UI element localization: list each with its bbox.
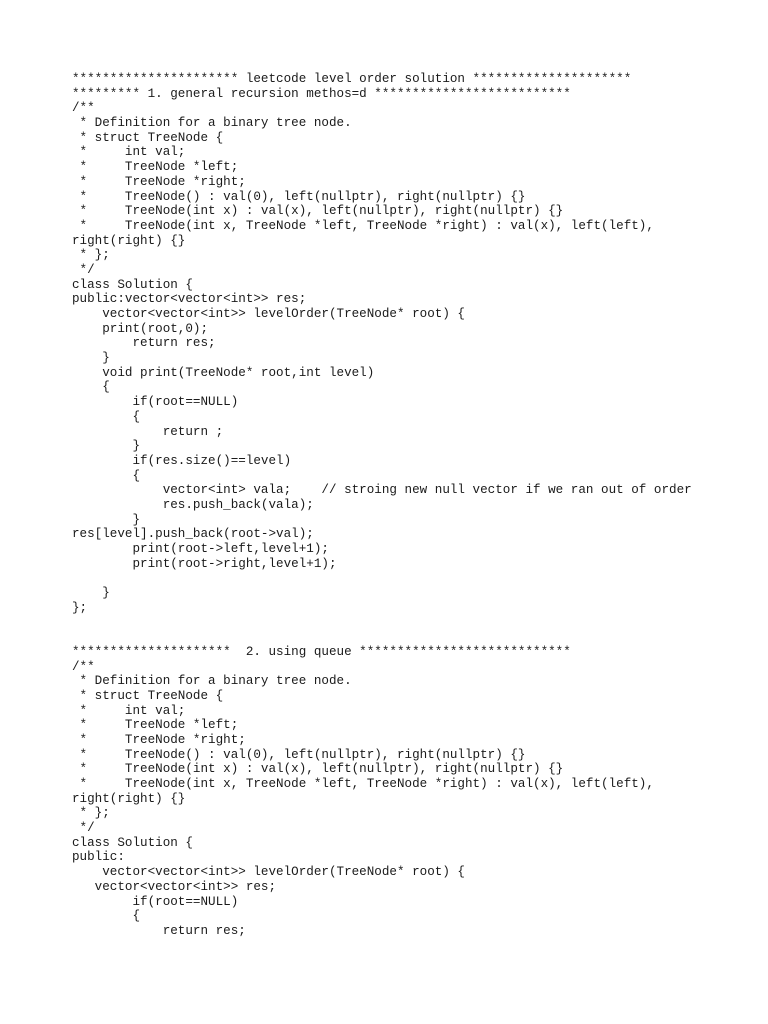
code-line: res.push_back(vala); — [72, 497, 314, 512]
code-line: if(res.size()==level) — [72, 453, 292, 468]
code-line: ********************** leetcode level order solution ********************* — [72, 72, 632, 86]
code-line: * TreeNode() : val(0), left(nullptr), right(nullptr) {} — [72, 189, 526, 204]
code-line: ********* 1. general recursion methos=d ************************** — [72, 86, 571, 101]
code-line: } — [72, 512, 141, 527]
code-line: print(root->left,level+1); — [72, 542, 329, 556]
code-line: } — [72, 586, 110, 601]
code-line: return ; — [72, 424, 224, 439]
code-line — [72, 630, 752, 645]
code-line: right(right) {} — [72, 791, 186, 806]
code-line: * TreeNode() : val(0), left(nullptr), right(nullptr) {} — [72, 747, 526, 762]
code-line: /** — [72, 659, 95, 674]
code-line: if(root==NULL) — [72, 395, 239, 410]
code-line: ********************* 2. using queue **************************** — [72, 644, 571, 659]
code-line: } — [72, 439, 141, 454]
code-line: * }; — [72, 248, 110, 263]
code-line: void print(TreeNode* root,int level) — [72, 365, 375, 380]
code-line: res[level].push_back(root->val); — [72, 527, 314, 542]
code-line: return res; — [72, 336, 216, 351]
code-line: * TreeNode(int x) : val(x), left(nullptr), right(nullptr) {} — [72, 762, 564, 777]
code-line: if(root==NULL) — [72, 894, 239, 909]
code-line: * struct TreeNode { — [72, 688, 224, 703]
code-line: { — [72, 909, 141, 924]
code-line: * TreeNode *left; — [72, 718, 239, 733]
code-line: * int val; — [72, 145, 186, 160]
code-line: * struct TreeNode { — [72, 130, 224, 145]
code-line: vector<vector<int>> res; — [72, 879, 277, 894]
code-line: print(root->right,level+1); — [72, 556, 337, 571]
code-line: right(right) {} — [72, 233, 186, 248]
code-listing — [72, 72, 752, 939]
code-line: class Solution { — [72, 277, 193, 292]
code-line: * TreeNode *right; — [72, 732, 246, 747]
code-line: vector<int> vala; // stroing new null vector if we ran out of order — [72, 483, 692, 498]
code-line — [72, 571, 752, 586]
code-line: public:vector<vector<int>> res; — [72, 292, 307, 307]
code-line: * Definition for a binary tree node. — [72, 116, 352, 131]
code-line: { — [72, 409, 141, 424]
code-line — [72, 615, 752, 630]
code-line: public: — [72, 850, 125, 865]
code-line: * TreeNode(int x, TreeNode *left, TreeNode *right) : val(x), left(left), — [72, 777, 654, 791]
code-line: vector<vector<int>> levelOrder(TreeNode* root) { — [72, 307, 465, 321]
code-line: /** — [72, 101, 95, 116]
code-line: */ — [72, 821, 95, 836]
code-line: { — [72, 380, 110, 395]
code-line: } — [72, 351, 110, 366]
code-line: * TreeNode *right; — [72, 174, 246, 189]
code-line: print(root,0); — [72, 321, 209, 336]
code-line: { — [72, 468, 141, 483]
code-line: * TreeNode *left; — [72, 160, 239, 175]
code-line: class Solution { — [72, 835, 193, 850]
code-line: * }; — [72, 806, 110, 821]
code-line: * TreeNode(int x) : val(x), left(nullptr), right(nullptr) {} — [72, 204, 564, 219]
code-line: }; — [72, 600, 88, 615]
code-line: * Definition for a binary tree node. — [72, 674, 352, 689]
code-line: * TreeNode(int x, TreeNode *left, TreeNode *right) : val(x), left(left), — [72, 218, 654, 233]
code-line: */ — [72, 262, 95, 277]
code-line: vector<vector<int>> levelOrder(TreeNode* root) { — [72, 865, 465, 880]
code-line: * int val; — [72, 703, 186, 718]
code-line: return res; — [72, 923, 246, 938]
